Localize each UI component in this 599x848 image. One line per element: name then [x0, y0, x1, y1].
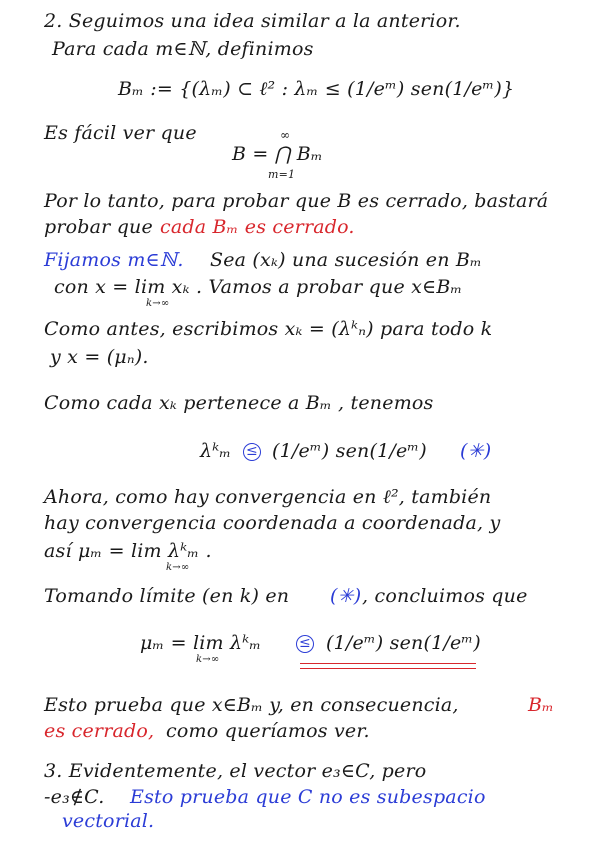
define-line: Para cada m∈ℕ, definimos — [52, 38, 314, 60]
intersection-top-index: ∞ — [280, 128, 291, 142]
bound-expression-1: (1/eᵐ) sen(1/eᵐ) — [272, 440, 427, 462]
mu-limit-subscript: k→∞ — [196, 654, 220, 665]
red-underline-1 — [300, 663, 476, 664]
red-underline-2 — [300, 668, 476, 669]
is-closed-red: es cerrado, — [44, 720, 155, 742]
easy-to-see-line: Es fácil ver que — [44, 122, 197, 144]
intersection-formula: B = ⋂ Bₘ — [232, 143, 323, 165]
as-wanted-line: como queríamos ver. — [166, 720, 370, 742]
mu-limit-formula: μₘ = lim λᵏₘ — [140, 632, 262, 654]
set-definition-formula: Bₘ := {(λₘ) ⊂ ℓ² : λₘ ≤ (1/eᵐ) sen(1/eᵐ)} — [118, 78, 515, 100]
leq-circled-1: ≤ — [243, 440, 261, 462]
star-mark-1: (✳) — [460, 440, 492, 462]
minus-e3-line: -e₃∉C. — [44, 786, 105, 808]
each-belongs-line: Como cada xₖ pertenece a Bₘ , tenemos — [44, 392, 434, 414]
intersection-bottom-index: m=1 — [268, 168, 296, 181]
coordinate-convergence-line: hay convergencia coordenada a coordenada, y — [44, 512, 501, 534]
taking-limit-line: Tomando límite (en k) en — [44, 585, 290, 607]
item-3-line: 3. Evidentemente, el vector e₃∈C, pero — [44, 760, 427, 782]
fix-m-blue: Fijamos m∈ℕ. — [44, 249, 184, 271]
vectorial-blue: vectorial. — [62, 810, 155, 832]
now-convergence-line: Ahora, como hay convergencia en ℓ², también — [44, 486, 492, 508]
leq-circled-2: ≤ — [296, 632, 314, 654]
prove-line: probar que — [44, 216, 153, 238]
not-subspace-blue: Esto prueba que C no es subespacio — [130, 786, 486, 808]
each-closed-red: cada Bₘ es cerrado. — [160, 216, 355, 238]
sequence-line: Sea (xₖ) una sucesión en Bₘ — [210, 249, 482, 271]
x-equals-mu-line: y x = (μₙ). — [50, 346, 149, 368]
limit-line: con x = lim xₖ . Vamos a probar que x∈Bₘ — [54, 276, 463, 298]
item-2-heading: 2. Seguimos una idea similar a la anterior. — [44, 10, 461, 32]
this-proves-line: Esto prueba que x∈Bₘ y, en consecuencia, — [44, 694, 459, 716]
conclude-line: , concluimos que — [362, 585, 528, 607]
bound-expression-2: (1/eᵐ) sen(1/eᵐ) — [326, 632, 481, 654]
lambda-km: λᵏₘ — [200, 440, 232, 462]
as-before-line: Como antes, escribimos xₖ = (λᵏₙ) para todo k — [44, 318, 493, 340]
bm-red: Bₘ — [528, 694, 555, 716]
thus-mu-line: así μₘ = lim λᵏₘ . — [44, 540, 212, 562]
star-mark-2: (✳) — [330, 585, 362, 607]
thus-mu-subscript: k→∞ — [166, 562, 190, 573]
limit-subscript: k→∞ — [146, 298, 170, 309]
therefore-line: Por lo tanto, para probar que B es cerrado, bastará — [44, 190, 549, 212]
